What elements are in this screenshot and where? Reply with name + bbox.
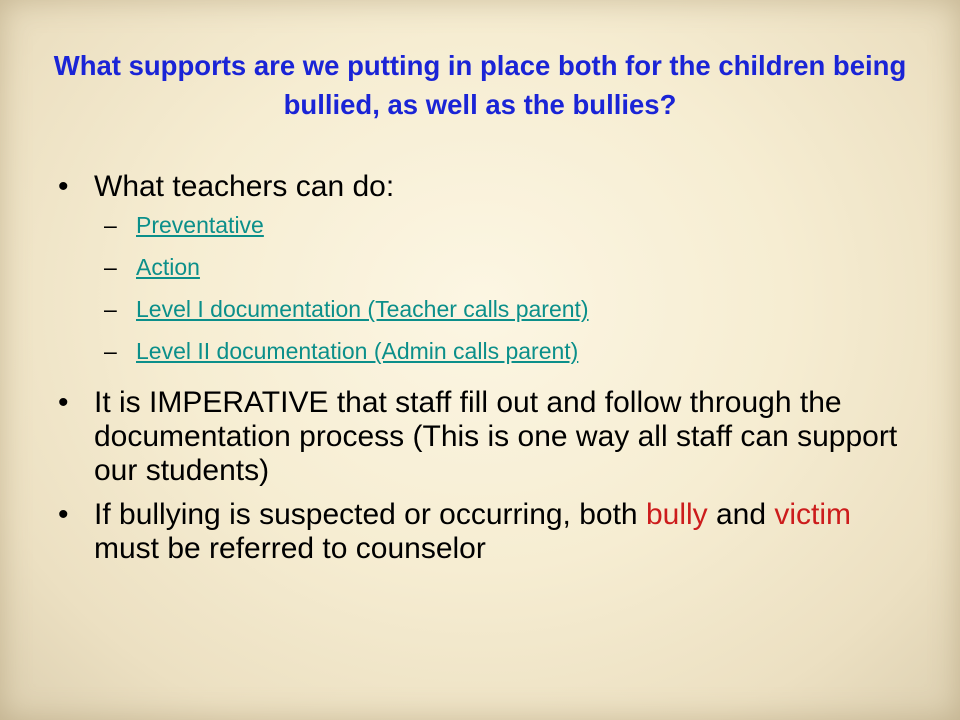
emphasis-victim: victim — [774, 498, 852, 531]
referral-text-part2: and — [707, 498, 775, 531]
link-action[interactable]: Action — [136, 254, 200, 280]
list-item — [58, 338, 908, 380]
bullet-dot: • — [58, 498, 69, 531]
bullet-dot: • — [58, 386, 69, 419]
emphasis-bully: bully — [645, 498, 708, 531]
slide-title: What supports are we putting in place both for the children being bullied, as well as the bullies? — [53, 50, 907, 120]
referral-text-part1: If bullying is suspected or occurring, both — [94, 498, 646, 531]
list-item — [58, 212, 908, 254]
link-level-2-documentation[interactable]: Level II documentation (Admin calls parent) — [136, 338, 579, 364]
dash: – — [104, 296, 117, 322]
list-item — [58, 296, 908, 338]
dash: – — [104, 338, 117, 364]
link-level-1-documentation[interactable]: Level I documentation (Teacher calls parent) — [136, 296, 589, 322]
bullet-imperative-text: It is IMPERATIVE that staff fill out and follow through the documentation process (This is one way all staff can support our students) — [94, 386, 898, 487]
list-item — [58, 254, 908, 296]
bullet-imperative — [58, 386, 908, 488]
bullet-dot: • — [58, 170, 69, 203]
teacher-links-list — [58, 212, 908, 380]
dash: – — [104, 254, 117, 280]
link-preventative[interactable]: Preventative — [136, 212, 264, 238]
bullet-referral-text — [94, 498, 851, 565]
slide-body — [58, 170, 908, 566]
bullet-teachers-text: What teachers can do: — [94, 170, 395, 203]
bullet-teachers — [58, 170, 908, 204]
referral-text-part3: must be referred to counselor — [94, 532, 486, 565]
bullet-referral — [58, 498, 908, 566]
dash: – — [104, 212, 117, 238]
